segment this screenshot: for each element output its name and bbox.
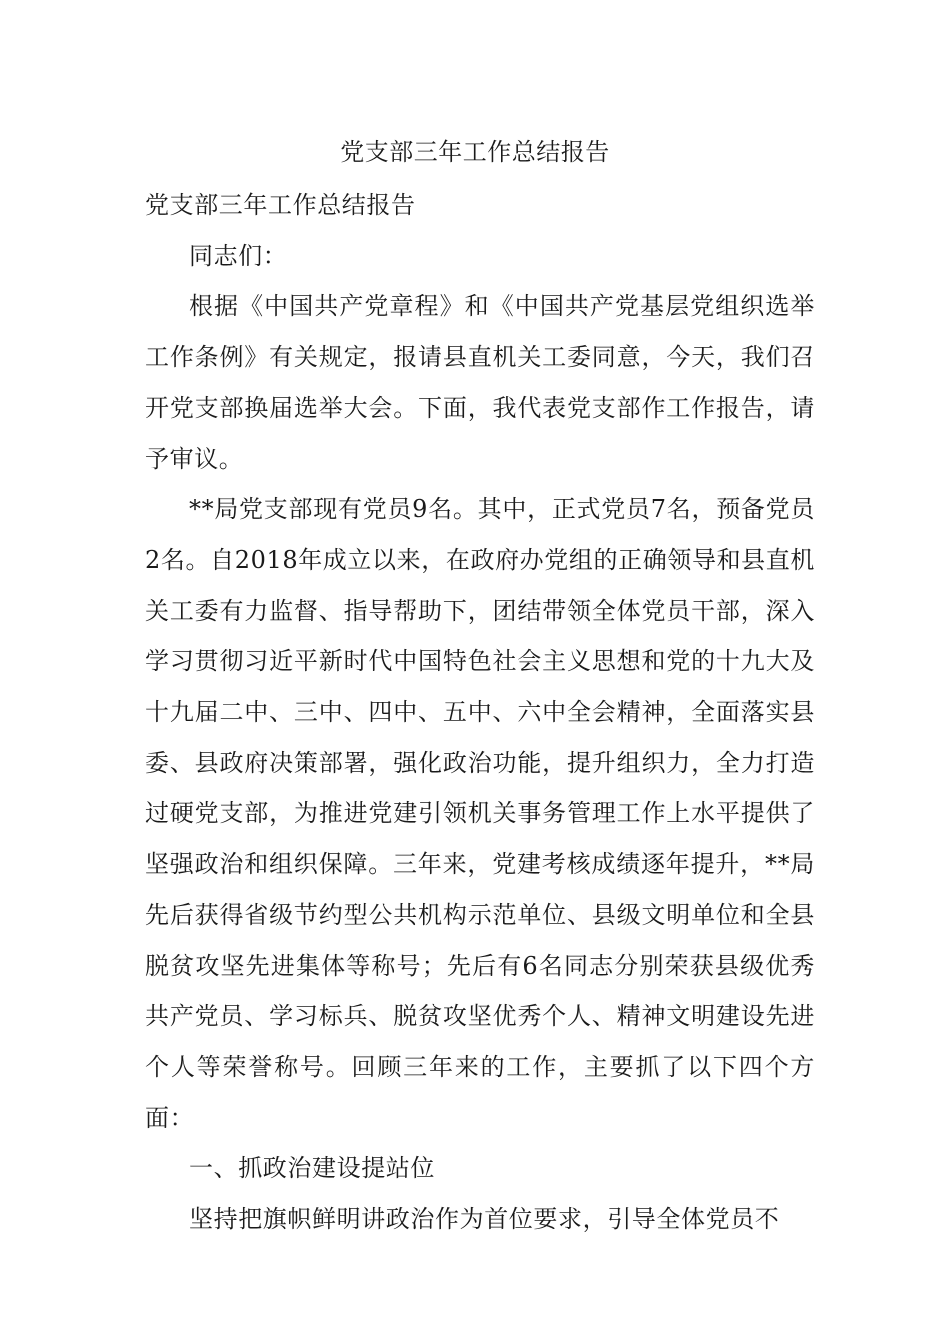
- section-paragraph: 坚持把旗帜鲜明讲政治作为首位要求，引导全体党员不: [189, 1205, 780, 1234]
- section-heading: 一、抓政治建设提站位: [189, 1154, 435, 1183]
- document-body: [145, 180, 815, 1245]
- salutation: 同志们：: [189, 241, 288, 270]
- subtitle-line: 党支部三年工作总结报告: [145, 191, 416, 219]
- overview-paragraph: **局党支部现有党员9名。其中，正式党员7名，预备党员2名。自2018年成立以来，在政府办党组的正确领导和县直机关工委有力监督、指导帮助下，团结带领全体党员干部，深入学习贯彻习近平新时代中国特色社会主义思想和党的十九大及十九届二中、三中、四中、五中、六中全会精神，全面落实县委、县政府决策部署，强化政治功能，提升组织力，全力打造过硬党支部，为推进党建引领机关事务管理工作上水平提供了坚强政治和组织保障。三年来，党建考核成绩逐年提升，**局先后获得省级节约型公共机构示范单位、县级文明单位和全县脱贫攻坚先进集体等称号；先后有6名同志分别荣获县级优秀共产党员、学习标兵、脱贫攻坚优秀个人、精神文明建设先进个人等荣誉称号。回顾三年来的工作，主要抓了以下四个方面：: [145, 495, 815, 1132]
- document-title: 党支部三年工作总结报告: [340, 138, 610, 166]
- intro-paragraph: 根据《中国共产党章程》和《中国共产党基层党组织选举工作条例》有关规定，报请县直机关工委同意，今天，我们召开党支部换届选举大会。下面，我代表党支部作工作报告，请予审议。: [145, 292, 815, 473]
